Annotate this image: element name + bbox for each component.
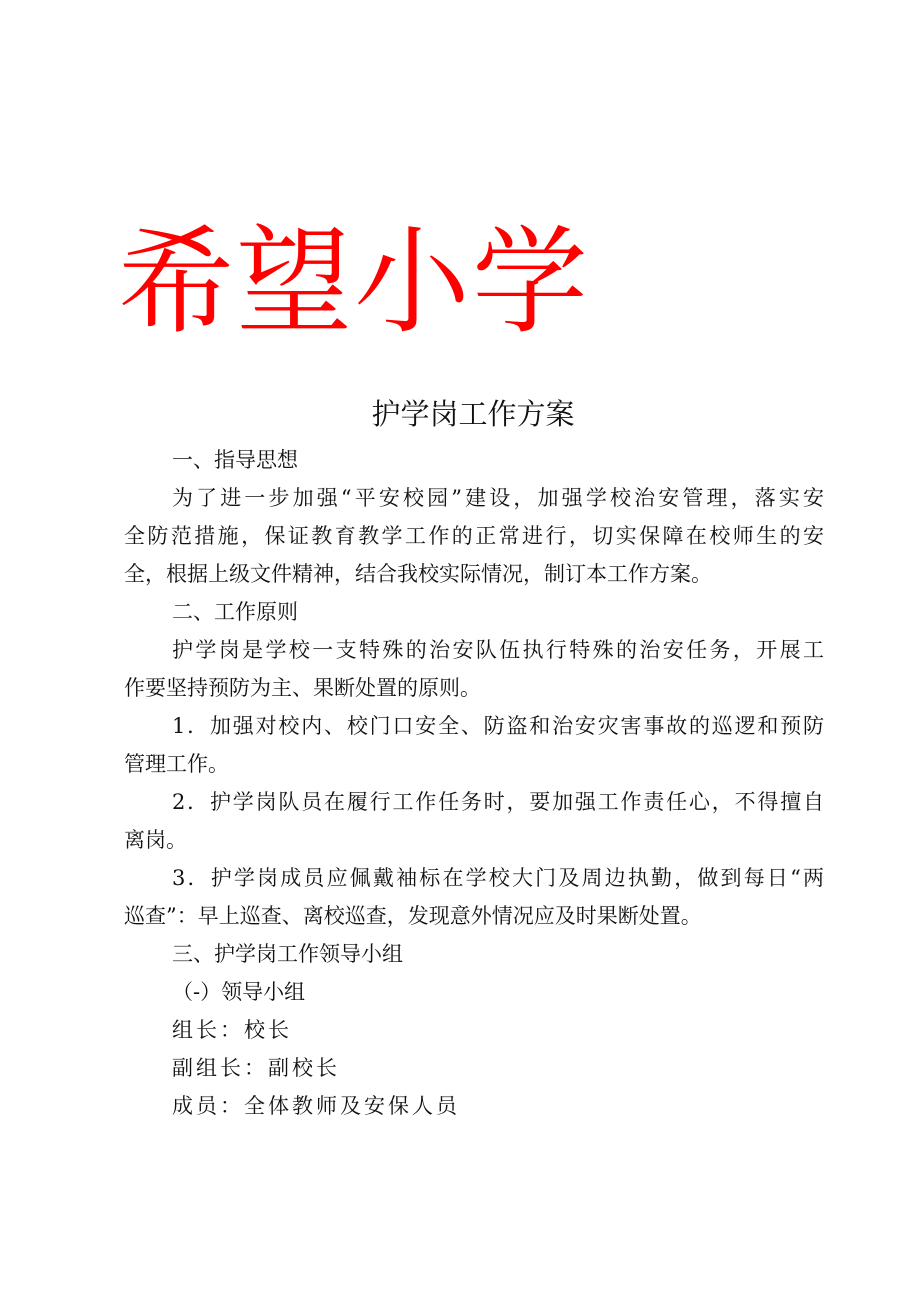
list-item-line: 1．加强对校内、校门口安全、防盗和治安灾害事故的巡逻和预防 — [172, 714, 824, 738]
section-heading-leadership-group: 三、护学岗工作领导小组 — [172, 942, 403, 966]
paragraph-line: 作要坚持预防为主、果断处置的原则。 — [124, 676, 481, 700]
member-line-leader: 组长：校长 — [172, 1018, 292, 1042]
section-heading-work-principles: 二、工作原则 — [172, 600, 298, 624]
member-line-deputy: 副组长：副校长 — [172, 1056, 340, 1080]
list-item-line: 管理工作。 — [124, 752, 229, 776]
list-item-line: 2．护学岗队员在履行工作任务时，要加强工作责任心，不得擅自 — [172, 790, 824, 814]
paragraph-line: 为了进一步加强“平安校园”建设，加强学校治安管理，落实安 — [172, 486, 824, 510]
member-line-members: 成员：全体教师及安保人员 — [172, 1094, 460, 1118]
paragraph-line: 护学岗是学校一支特殊的治安队伍执行特殊的治安任务，开展工 — [172, 638, 824, 662]
paragraph-line: 全防范措施，保证教育教学工作的正常进行，切实保障在校师生的安 — [124, 524, 824, 548]
document-title: 护学岗工作方案 — [371, 397, 575, 431]
list-item-line: 巡查”：早上巡查、离校巡查，发现意外情况应及时果断处置。 — [124, 904, 702, 928]
list-item-line: 离岗。 — [124, 828, 187, 852]
list-item-line: 3．护学岗成员应佩戴袖标在学校大门及周边执勤，做到每日“两 — [172, 866, 824, 890]
paragraph-line: 全，根据上级文件精神，结合我校实际情况，制订本工作方案。 — [124, 562, 712, 586]
document-body — [124, 441, 824, 1125]
school-name-heading: 希望小学 — [118, 215, 590, 350]
section-heading-guiding-ideology: 一、指导思想 — [172, 448, 298, 472]
subsection-heading: （-）领导小组 — [172, 980, 306, 1004]
